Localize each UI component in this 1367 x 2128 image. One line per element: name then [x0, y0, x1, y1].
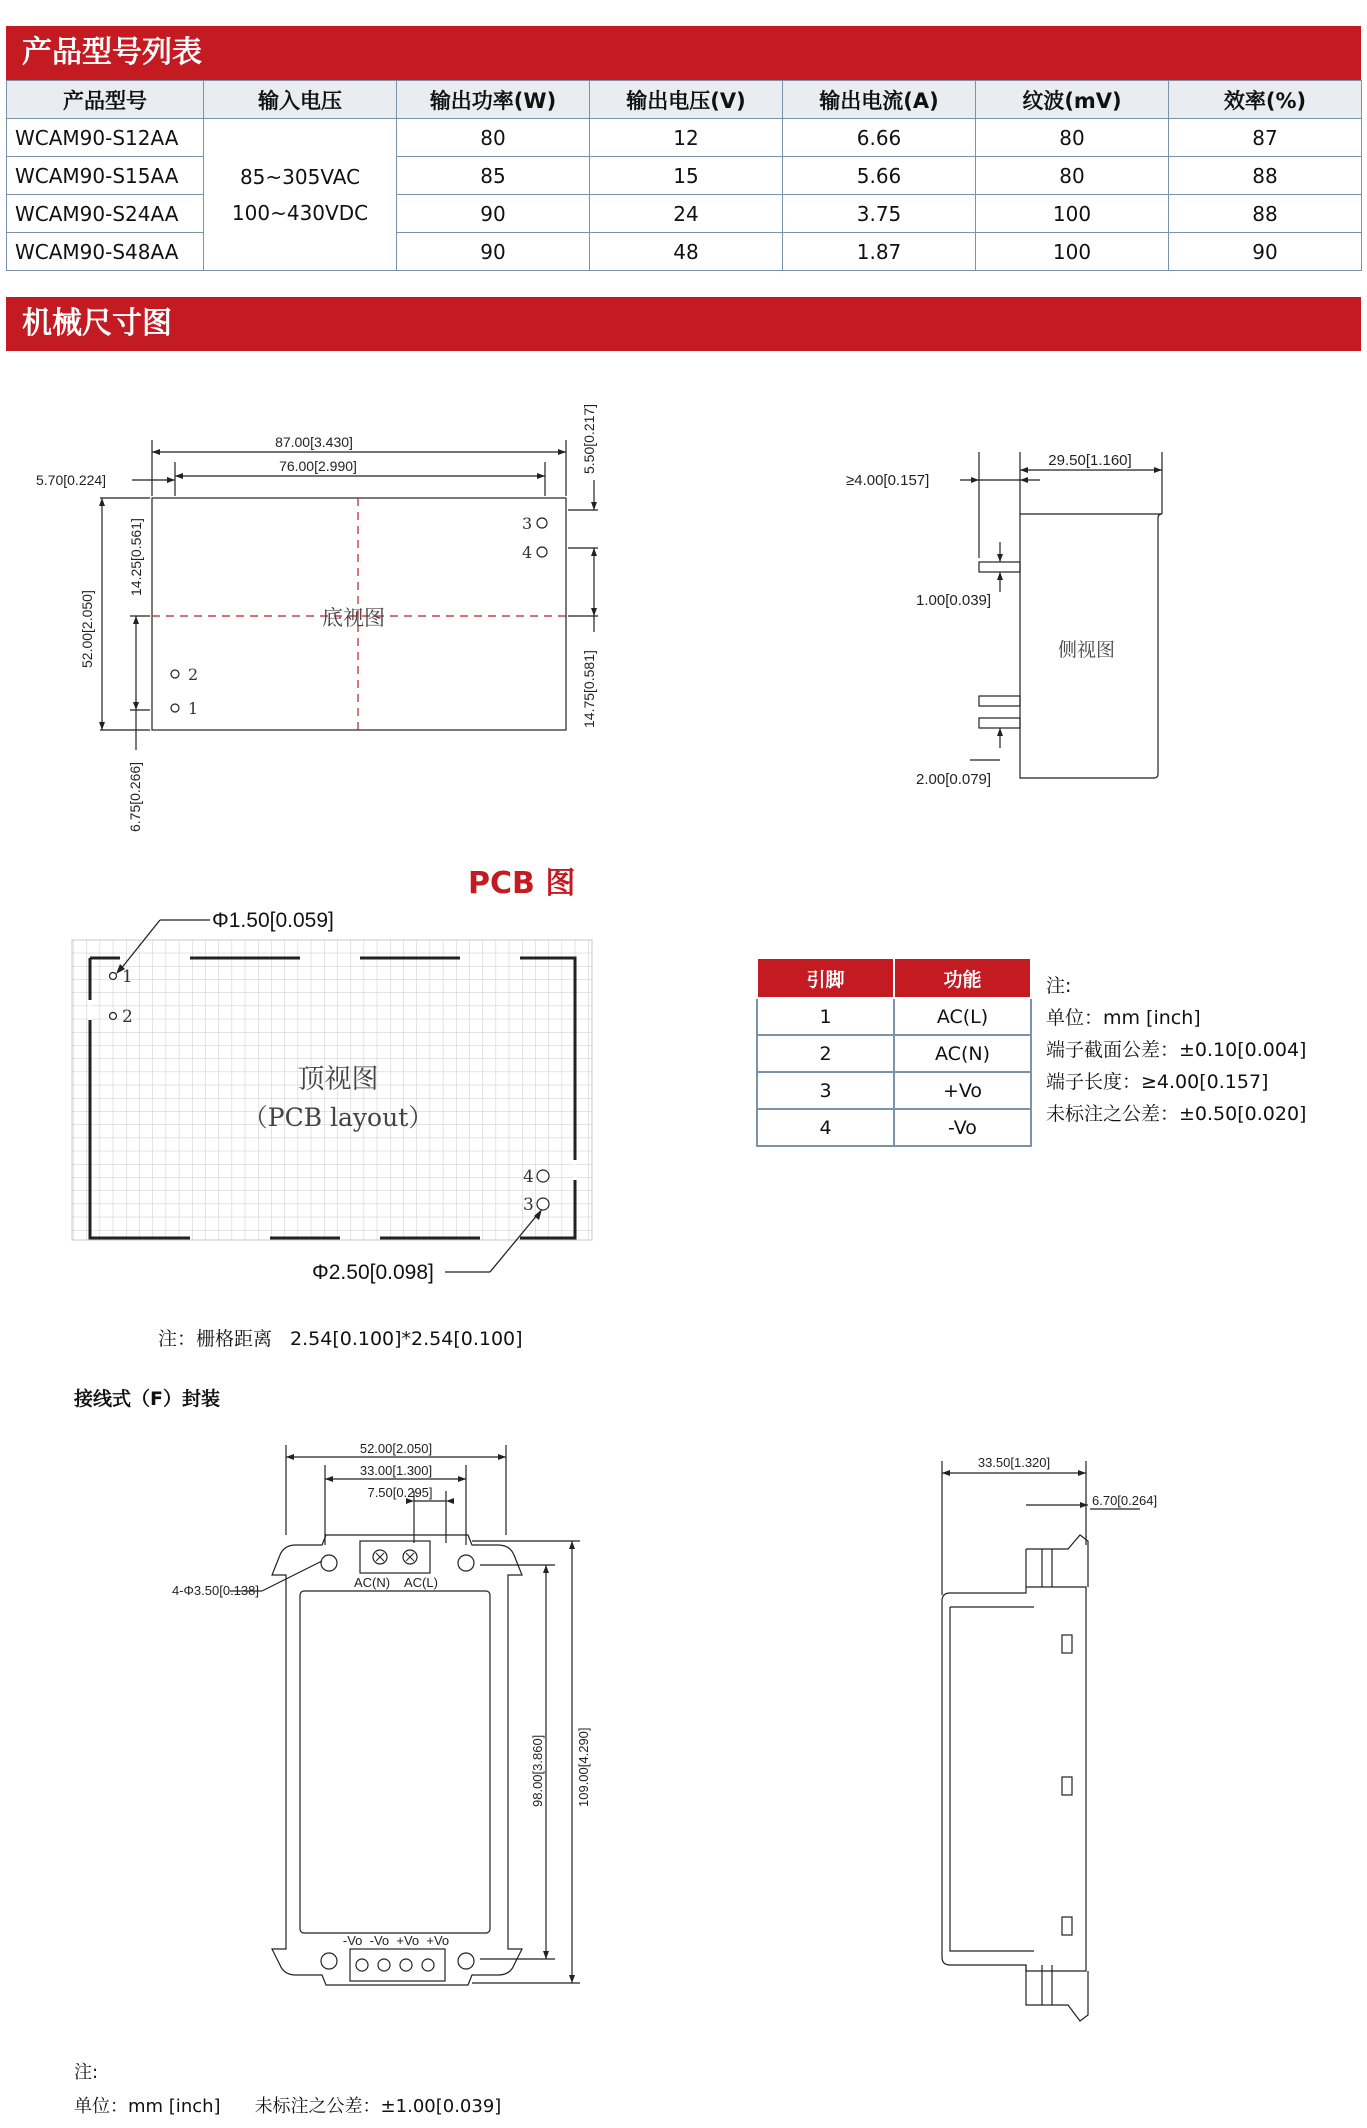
input-voltage-ac: 85~305VAC: [239, 164, 361, 189]
col-header: 输出电压(V): [590, 81, 783, 119]
note-line: 端子长度：≥4.00[0.157]: [1046, 1071, 1269, 1093]
cell-input-voltage: [204, 119, 397, 271]
pin-3-hole: [537, 518, 547, 528]
table-header-row: [7, 81, 1362, 119]
side-view-label: 侧视图: [1058, 639, 1116, 661]
dim-hole-span: 76.00[2.990]: [279, 458, 357, 474]
pin-label: 3: [523, 1195, 534, 1215]
pcb-pin-2-hole: [110, 1013, 117, 1020]
pcb-layout-drawing: [60, 900, 620, 1300]
pcb-label-line1: 顶视图: [297, 1064, 379, 1095]
pin-label: 2: [122, 1007, 133, 1027]
cell-voltage: 24: [590, 195, 783, 233]
pcb-label-line2: （PCB layout）: [242, 1103, 434, 1132]
pcb-pin-3-hole: [537, 1198, 549, 1210]
pin-label: 3: [522, 514, 533, 533]
note-line: 注:: [1046, 975, 1072, 997]
profile-slot: [1062, 1635, 1072, 1653]
pin-label: 1: [188, 699, 199, 718]
side-view-drawing: [840, 430, 1180, 810]
cell-func: AC(L): [894, 998, 1031, 1035]
pcb-large-hole-dim: Φ2.50[0.098]: [312, 1261, 434, 1284]
pcb-title: PCB 图: [468, 866, 576, 901]
pin-2-hole: [171, 670, 179, 678]
dim-terminal-span: 33.00[1.300]: [359, 1463, 433, 1478]
cell-current: 5.66: [783, 157, 976, 195]
col-header: 效率(%): [1169, 81, 1362, 119]
dim-inner-height: 98.00[3.860]: [530, 1734, 545, 1807]
cell-func: +Vo: [894, 1072, 1031, 1109]
cell-efficiency: 88: [1169, 157, 1362, 195]
col-header: 输出功率(W): [397, 81, 590, 119]
cell-power: 80: [397, 119, 590, 157]
note-line: 单位：mm [inch]: [1046, 1007, 1201, 1029]
cell-efficiency: 88: [1169, 195, 1362, 233]
cell-model: WCAM90-S15AA: [7, 157, 204, 195]
grid-note-label: 注：栅格距离: [158, 1328, 273, 1350]
dim-pin-gap-right: 14.75[0.581]: [581, 650, 597, 728]
profile-slot: [1062, 1917, 1072, 1935]
dim-pin-gap-left: 14.25[0.561]: [128, 518, 144, 596]
bottom-view-drawing: [0, 400, 640, 840]
bottom-view-label: 底视图: [322, 606, 385, 630]
dim-depth: 29.50[1.160]: [1048, 452, 1132, 469]
col-header: 纹波(mV): [976, 81, 1169, 119]
dim-left-offset: 5.70[0.224]: [36, 472, 107, 488]
col-header: 输出电流(A): [783, 81, 976, 119]
cell-efficiency: 87: [1169, 119, 1362, 157]
note-label: 注:: [74, 2062, 99, 2083]
cell-ripple: 100: [976, 195, 1169, 233]
front-view-drawing: [150, 1435, 620, 2025]
pin-label: 2: [188, 665, 199, 684]
cell-pin: 3: [757, 1072, 894, 1109]
dim-terminal-height: 6.70[0.264]: [1092, 1493, 1158, 1508]
dim-top-offset: 5.50[0.217]: [581, 403, 597, 474]
cell-current: 3.75: [783, 195, 976, 233]
input-terminal-block: [360, 1541, 430, 1573]
profile-slot: [1062, 1777, 1072, 1795]
pin-label: 4: [522, 543, 533, 562]
cell-voltage: 12: [590, 119, 783, 157]
table-row: [757, 1035, 1031, 1072]
cell-power: 85: [397, 157, 590, 195]
pin-1-hole: [171, 704, 179, 712]
module-outline: [272, 1535, 522, 1985]
dim-height: 52.00[2.050]: [79, 590, 95, 668]
cell-power: 90: [397, 233, 590, 271]
col-header: 产品型号: [7, 81, 204, 119]
cell-voltage: 48: [590, 233, 783, 271]
cell-model: WCAM90-S12AA: [7, 119, 204, 157]
pin-label: 4: [523, 1167, 534, 1187]
table-row: [7, 119, 1362, 157]
note-line: 端子截面公差：±0.10[0.004]: [1046, 1039, 1307, 1061]
pin-label: 1: [122, 967, 133, 987]
table-row: [757, 1109, 1031, 1146]
cell-pin: 1: [757, 998, 894, 1035]
grid-note-value: 2.54[0.100]*2.54[0.100]: [290, 1328, 523, 1350]
pcb-pin-4-hole: [537, 1170, 549, 1182]
cell-pin: 2: [757, 1035, 894, 1072]
cell-model: WCAM90-S48AA: [7, 233, 204, 271]
note-line: [74, 2090, 501, 2124]
cell-ripple: 80: [976, 119, 1169, 157]
profile-body: [942, 1587, 1086, 1971]
terminal-label: AC(L): [404, 1575, 438, 1590]
pin-notes: [1046, 970, 1306, 1130]
pin-4-hole: [537, 547, 547, 557]
cell-current: 6.66: [783, 119, 976, 157]
mount-hole: [458, 1953, 474, 1969]
note-tolerance: 未标注之公差：±1.00[0.039]: [254, 2096, 502, 2117]
cell-ripple: 100: [976, 233, 1169, 271]
output-terminal-labels: -Vo -Vo +Vo +Vo: [342, 1933, 450, 1948]
terminal-label: AC(N): [354, 1575, 391, 1590]
col-header: 功能: [894, 958, 1031, 998]
module-label-panel: [300, 1591, 490, 1933]
cell-voltage: 15: [590, 157, 783, 195]
note-line: 未标注之公差：±0.50[0.020]: [1046, 1103, 1307, 1125]
col-header: 输入电压: [204, 81, 397, 119]
cell-ripple: 80: [976, 157, 1169, 195]
section-header-model-list: 产品型号列表: [6, 26, 1361, 80]
note-unit: 单位：mm [inch]: [74, 2096, 221, 2117]
dim-terminal-pitch: 7.50[0.295]: [367, 1485, 433, 1500]
cell-model: WCAM90-S24AA: [7, 195, 204, 233]
dim-total-height: 109.00[4.290]: [576, 1727, 591, 1807]
dim-pin-width: 1.00[0.039]: [916, 592, 992, 609]
cell-efficiency: 90: [1169, 233, 1362, 271]
cell-func: -Vo: [894, 1109, 1031, 1146]
table-row: [757, 1072, 1031, 1109]
dim-width: 52.00[2.050]: [359, 1441, 433, 1456]
table-header-row: [757, 958, 1031, 998]
pin-function-table: [756, 957, 1032, 1147]
dim-mount-holes: 4-Φ3.50[0.138]: [172, 1583, 259, 1598]
cell-current: 1.87: [783, 233, 976, 271]
mount-hole: [321, 1555, 337, 1571]
mount-hole: [321, 1953, 337, 1969]
pcb-small-hole-dim: Φ1.50[0.059]: [212, 909, 334, 932]
output-terminal-block: [350, 1949, 445, 1981]
dim-depth: 33.50[1.320]: [977, 1455, 1051, 1470]
dim-bottom-offset: 6.75[0.266]: [127, 761, 143, 832]
input-voltage-dc: 100~430VDC: [231, 200, 369, 225]
cell-func: AC(N): [894, 1035, 1031, 1072]
grid-note: [158, 1324, 523, 1351]
model-table: [6, 80, 1362, 271]
table-row: [757, 998, 1031, 1035]
col-header: 引脚: [757, 958, 894, 998]
dim-pin-length: ≥4.00[0.157]: [846, 472, 930, 489]
package-title: 接线式（F）封装: [74, 1388, 220, 1410]
cell-power: 90: [397, 195, 590, 233]
cell-pin: 4: [757, 1109, 894, 1146]
dim-overall-width: 87.00[3.430]: [275, 434, 353, 450]
dim-pin-pitch: 2.00[0.079]: [916, 771, 992, 788]
pcb-pin-1-hole: [110, 973, 117, 980]
profile-view-drawing: [920, 1445, 1200, 2025]
mount-hole: [458, 1555, 474, 1571]
section-header-mechanical: 机械尺寸图: [6, 297, 1361, 351]
bottom-notes: [74, 2056, 501, 2124]
